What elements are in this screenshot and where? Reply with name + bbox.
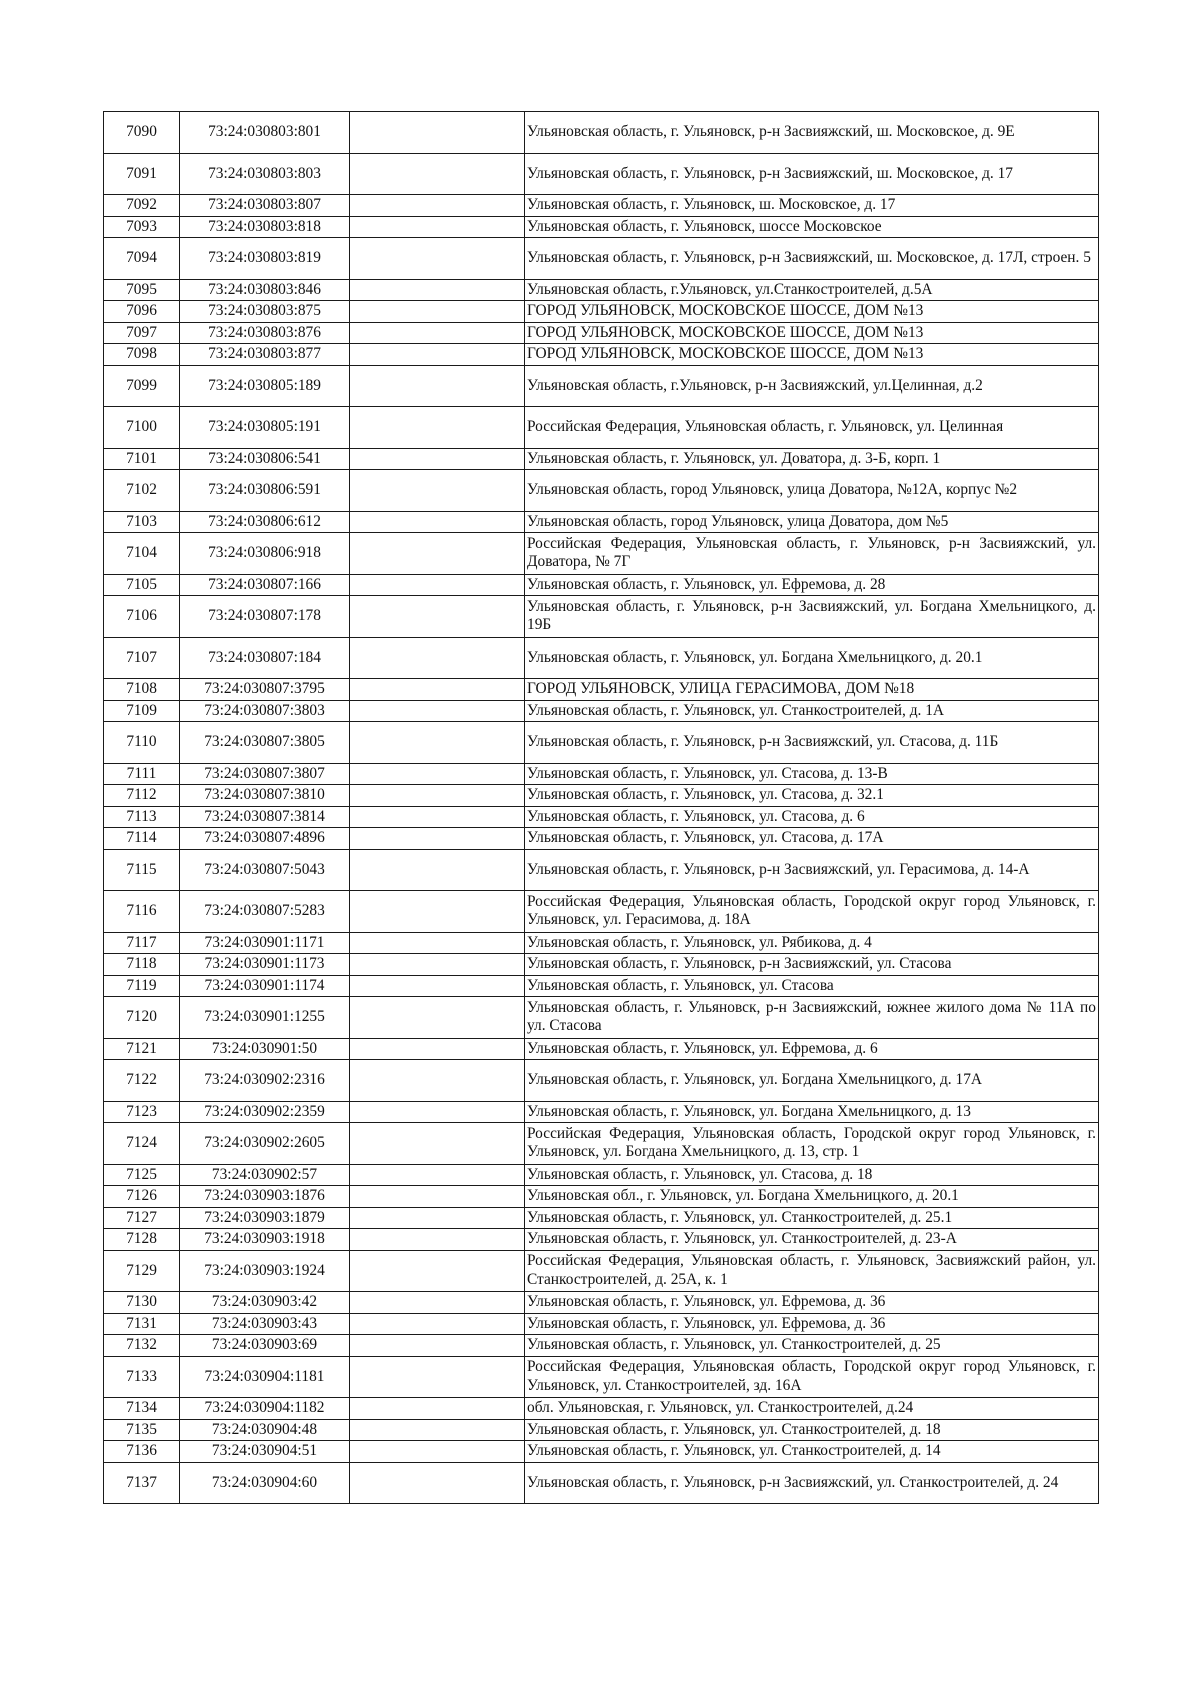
address-cell: Ульяновская область, г. Ульяновск, р-н Засвияжский, южнее жилого дома № 11А по ул. Стасова: [525, 997, 1099, 1039]
empty-cell: [350, 407, 525, 449]
empty-cell: [350, 1462, 525, 1504]
empty-cell: [350, 470, 525, 512]
row-number-cell: 7126: [104, 1186, 180, 1208]
table-row: [104, 1038, 1099, 1060]
empty-cell: [350, 301, 525, 323]
cadastral-number-cell: 73:24:030904:48: [180, 1419, 350, 1441]
address-cell: Ульяновская область, г. Ульяновск, ул. Стасова, д. 6: [525, 806, 1099, 828]
row-number-cell: 7120: [104, 997, 180, 1039]
address-cell: Российская Федерация, Ульяновская область, г. Ульяновск, р-н Засвияжский, ул. Доватора, № 7Г: [525, 533, 1099, 575]
cadastral-number-cell: 73:24:030803:807: [180, 195, 350, 217]
table-row: [104, 932, 1099, 954]
cadastral-number-cell: 73:24:030904:1181: [180, 1356, 350, 1398]
row-number-cell: 7108: [104, 679, 180, 701]
address-cell: Ульяновская область, г. Ульяновск, ш. Московское, д. 17: [525, 195, 1099, 217]
table-row: [104, 1462, 1099, 1504]
table-row: [104, 216, 1099, 238]
empty-cell: [350, 574, 525, 596]
cadastral-number-cell: 73:24:030807:3795: [180, 679, 350, 701]
empty-cell: [350, 1398, 525, 1420]
address-cell: Ульяновская область, г. Ульяновск, р-н Засвияжский, ул. Богдана Хмельницкого, д. 19Б: [525, 596, 1099, 638]
row-number-cell: 7135: [104, 1419, 180, 1441]
address-cell: обл. Ульяновская, г. Ульяновск, ул. Станкостроителей, д.24: [525, 1398, 1099, 1420]
table-row: [104, 1441, 1099, 1463]
table-row: [104, 322, 1099, 344]
address-cell: Ульяновская обл., г. Ульяновск, ул. Богдана Хмельницкого, д. 20.1: [525, 1186, 1099, 1208]
empty-cell: [350, 344, 525, 366]
table-row: [104, 1250, 1099, 1292]
row-number-cell: 7107: [104, 637, 180, 679]
row-number-cell: 7137: [104, 1462, 180, 1504]
empty-cell: [350, 975, 525, 997]
row-number-cell: 7113: [104, 806, 180, 828]
table-row: [104, 470, 1099, 512]
empty-cell: [350, 1292, 525, 1314]
empty-cell: [350, 238, 525, 280]
row-number-cell: 7128: [104, 1229, 180, 1251]
empty-cell: [350, 1250, 525, 1292]
empty-cell: [350, 153, 525, 195]
table-row: [104, 785, 1099, 807]
table-row: [104, 1419, 1099, 1441]
address-cell: Ульяновская область, город Ульяновск, улица Доватора, дом №5: [525, 511, 1099, 533]
address-cell: Российская Федерация, Ульяновская область, Городской округ город Ульяновск, г. Ульяновск, ул. Станкостроителей, зд. 16А: [525, 1356, 1099, 1398]
table-row: [104, 511, 1099, 533]
address-cell: Ульяновская область, г. Ульяновск, ул. Стасова, д. 17А: [525, 828, 1099, 850]
row-number-cell: 7093: [104, 216, 180, 238]
table-row: [104, 407, 1099, 449]
address-cell: Ульяновская область, г. Ульяновск, р-н Засвияжский, ш. Московское, д. 9Е: [525, 112, 1099, 154]
cadastral-number-cell: 73:24:030903:1876: [180, 1186, 350, 1208]
address-cell: Ульяновская область, г. Ульяновск, ул. Ефремова, д. 28: [525, 574, 1099, 596]
address-cell: Ульяновская область, г. Ульяновск, ул. Станкостроителей, д. 1А: [525, 700, 1099, 722]
empty-cell: [350, 891, 525, 933]
row-number-cell: 7117: [104, 932, 180, 954]
table-row: [104, 954, 1099, 976]
address-cell: Ульяновская область, г.Ульяновск, р-н Засвияжский, ул.Целинная, д.2: [525, 365, 1099, 407]
cadastral-number-cell: 73:24:030807:3810: [180, 785, 350, 807]
table-row: [104, 195, 1099, 217]
cadastral-number-cell: 73:24:030803:875: [180, 301, 350, 323]
row-number-cell: 7110: [104, 722, 180, 764]
row-number-cell: 7095: [104, 279, 180, 301]
empty-cell: [350, 1164, 525, 1186]
row-number-cell: 7100: [104, 407, 180, 449]
row-number-cell: 7122: [104, 1060, 180, 1102]
cadastral-number-cell: 73:24:030807:178: [180, 596, 350, 638]
row-number-cell: 7101: [104, 448, 180, 470]
cadastral-number-cell: 73:24:030902:57: [180, 1164, 350, 1186]
address-cell: Ульяновская область, г. Ульяновск, р-н Засвияжский, ул. Стасова, д. 11Б: [525, 722, 1099, 764]
address-cell: Ульяновская область, г. Ульяновск, ул. Богдана Хмельницкого, д. 20.1: [525, 637, 1099, 679]
cadastral-number-cell: 73:24:030901:1173: [180, 954, 350, 976]
cadastral-number-cell: 73:24:030901:1174: [180, 975, 350, 997]
empty-cell: [350, 596, 525, 638]
empty-cell: [350, 511, 525, 533]
address-cell: Ульяновская область, г. Ульяновск, шоссе Московское: [525, 216, 1099, 238]
table-row: [104, 1123, 1099, 1165]
address-cell: Ульяновская область, г. Ульяновск, ул. Станкостроителей, д. 23-А: [525, 1229, 1099, 1251]
row-number-cell: 7109: [104, 700, 180, 722]
registry-table: [103, 111, 1099, 1504]
address-cell: ГОРОД УЛЬЯНОВСК, МОСКОВСКОЕ ШОССЕ, ДОМ №13: [525, 344, 1099, 366]
address-cell: Ульяновская область, г. Ульяновск, ул. Станкостроителей, д. 14: [525, 1441, 1099, 1463]
table-row: [104, 1313, 1099, 1335]
row-number-cell: 7119: [104, 975, 180, 997]
table-row: [104, 596, 1099, 638]
cadastral-number-cell: 73:24:030903:1924: [180, 1250, 350, 1292]
cadastral-number-cell: 73:24:030803:818: [180, 216, 350, 238]
cadastral-number-cell: 73:24:030807:166: [180, 574, 350, 596]
address-cell: Ульяновская область, г. Ульяновск, ул. Стасова, д. 13-В: [525, 763, 1099, 785]
cadastral-number-cell: 73:24:030901:50: [180, 1038, 350, 1060]
empty-cell: [350, 954, 525, 976]
cadastral-number-cell: 73:24:030803:819: [180, 238, 350, 280]
address-cell: ГОРОД УЛЬЯНОВСК, УЛИЦА ГЕРАСИМОВА, ДОМ №18: [525, 679, 1099, 701]
empty-cell: [350, 997, 525, 1039]
table-row: [104, 1398, 1099, 1420]
empty-cell: [350, 763, 525, 785]
row-number-cell: 7098: [104, 344, 180, 366]
cadastral-number-cell: 73:24:030803:801: [180, 112, 350, 154]
row-number-cell: 7131: [104, 1313, 180, 1335]
empty-cell: [350, 533, 525, 575]
cadastral-number-cell: 73:24:030903:69: [180, 1335, 350, 1357]
cadastral-number-cell: 73:24:030902:2359: [180, 1101, 350, 1123]
row-number-cell: 7097: [104, 322, 180, 344]
empty-cell: [350, 365, 525, 407]
registry-table-body: [104, 112, 1099, 1504]
table-row: [104, 533, 1099, 575]
row-number-cell: 7124: [104, 1123, 180, 1165]
address-cell: Ульяновская область, г. Ульяновск, ул. Стасова: [525, 975, 1099, 997]
table-row: [104, 849, 1099, 891]
row-number-cell: 7133: [104, 1356, 180, 1398]
address-cell: Ульяновская область, г. Ульяновск, р-н Засвияжский, ул. Станкостроителей, д. 24: [525, 1462, 1099, 1504]
table-row: [104, 1229, 1099, 1251]
empty-cell: [350, 448, 525, 470]
address-cell: Российская Федерация, Ульяновская область, Городской округ город Ульяновск, г. Ульяновск, ул. Герасимова, д. 18А: [525, 891, 1099, 933]
table-row: [104, 637, 1099, 679]
table-row: [104, 975, 1099, 997]
cadastral-number-cell: 73:24:030807:184: [180, 637, 350, 679]
cadastral-number-cell: 73:24:030807:3814: [180, 806, 350, 828]
empty-cell: [350, 637, 525, 679]
table-row: [104, 448, 1099, 470]
empty-cell: [350, 828, 525, 850]
empty-cell: [350, 1229, 525, 1251]
table-row: [104, 1356, 1099, 1398]
address-cell: Российская Федерация, Ульяновская область, г. Ульяновск, Засвияжский район, ул. Станкостроителей, д. 25А, к. 1: [525, 1250, 1099, 1292]
table-row: [104, 574, 1099, 596]
address-cell: Ульяновская область, г. Ульяновск, ул. Ефремова, д. 36: [525, 1313, 1099, 1335]
table-row: [104, 679, 1099, 701]
row-number-cell: 7105: [104, 574, 180, 596]
empty-cell: [350, 1060, 525, 1102]
cadastral-number-cell: 73:24:030904:51: [180, 1441, 350, 1463]
address-cell: Ульяновская область, г. Ульяновск, ул. Стасова, д. 32.1: [525, 785, 1099, 807]
empty-cell: [350, 1441, 525, 1463]
row-number-cell: 7104: [104, 533, 180, 575]
cadastral-number-cell: 73:24:030903:42: [180, 1292, 350, 1314]
cadastral-number-cell: 73:24:030904:1182: [180, 1398, 350, 1420]
empty-cell: [350, 785, 525, 807]
address-cell: Ульяновская область, г. Ульяновск, ул. Ефремова, д. 36: [525, 1292, 1099, 1314]
cadastral-number-cell: 73:24:030803:876: [180, 322, 350, 344]
empty-cell: [350, 195, 525, 217]
address-cell: Ульяновская область, г. Ульяновск, ул. Ефремова, д. 6: [525, 1038, 1099, 1060]
row-number-cell: 7130: [104, 1292, 180, 1314]
row-number-cell: 7112: [104, 785, 180, 807]
row-number-cell: 7114: [104, 828, 180, 850]
table-row: [104, 1101, 1099, 1123]
row-number-cell: 7094: [104, 238, 180, 280]
empty-cell: [350, 722, 525, 764]
address-cell: Ульяновская область, г. Ульяновск, р-н Засвияжский, ш. Московское, д. 17: [525, 153, 1099, 195]
row-number-cell: 7116: [104, 891, 180, 933]
row-number-cell: 7102: [104, 470, 180, 512]
cadastral-number-cell: 73:24:030903:1879: [180, 1207, 350, 1229]
empty-cell: [350, 1207, 525, 1229]
row-number-cell: 7134: [104, 1398, 180, 1420]
cadastral-number-cell: 73:24:030805:191: [180, 407, 350, 449]
cadastral-number-cell: 73:24:030807:4896: [180, 828, 350, 850]
row-number-cell: 7125: [104, 1164, 180, 1186]
empty-cell: [350, 1335, 525, 1357]
cadastral-number-cell: 73:24:030807:3807: [180, 763, 350, 785]
address-cell: Ульяновская область, г. Ульяновск, р-н Засвияжский, ул. Герасимова, д. 14-А: [525, 849, 1099, 891]
address-cell: Ульяновская область, г. Ульяновск, р-н Засвияжский, ул. Стасова: [525, 954, 1099, 976]
empty-cell: [350, 1101, 525, 1123]
row-number-cell: 7118: [104, 954, 180, 976]
empty-cell: [350, 322, 525, 344]
empty-cell: [350, 849, 525, 891]
table-row: [104, 153, 1099, 195]
empty-cell: [350, 1038, 525, 1060]
empty-cell: [350, 679, 525, 701]
table-row: [104, 1292, 1099, 1314]
cadastral-number-cell: 73:24:030803:877: [180, 344, 350, 366]
row-number-cell: 7136: [104, 1441, 180, 1463]
cadastral-number-cell: 73:24:030902:2605: [180, 1123, 350, 1165]
table-row: [104, 365, 1099, 407]
cadastral-number-cell: 73:24:030901:1255: [180, 997, 350, 1039]
address-cell: ГОРОД УЛЬЯНОВСК, МОСКОВСКОЕ ШОССЕ, ДОМ №13: [525, 322, 1099, 344]
cadastral-number-cell: 73:24:030807:5043: [180, 849, 350, 891]
row-number-cell: 7096: [104, 301, 180, 323]
address-cell: Ульяновская область, г. Ульяновск, ул. Станкостроителей, д. 25.1: [525, 1207, 1099, 1229]
cadastral-number-cell: 73:24:030805:189: [180, 365, 350, 407]
row-number-cell: 7121: [104, 1038, 180, 1060]
table-row: [104, 828, 1099, 850]
table-row: [104, 279, 1099, 301]
table-row: [104, 700, 1099, 722]
address-cell: Ульяновская область, г. Ульяновск, ул. Рябикова, д. 4: [525, 932, 1099, 954]
table-row: [104, 238, 1099, 280]
row-number-cell: 7091: [104, 153, 180, 195]
empty-cell: [350, 806, 525, 828]
table-row: [104, 112, 1099, 154]
cadastral-number-cell: 73:24:030807:3805: [180, 722, 350, 764]
row-number-cell: 7129: [104, 1250, 180, 1292]
table-row: [104, 1060, 1099, 1102]
address-cell: Ульяновская область, г. Ульяновск, ул. Богдана Хмельницкого, д. 13: [525, 1101, 1099, 1123]
table-row: [104, 891, 1099, 933]
cadastral-number-cell: 73:24:030803:803: [180, 153, 350, 195]
cadastral-number-cell: 73:24:030902:2316: [180, 1060, 350, 1102]
row-number-cell: 7123: [104, 1101, 180, 1123]
row-number-cell: 7132: [104, 1335, 180, 1357]
row-number-cell: 7127: [104, 1207, 180, 1229]
empty-cell: [350, 932, 525, 954]
table-row: [104, 997, 1099, 1039]
empty-cell: [350, 279, 525, 301]
table-row: [104, 722, 1099, 764]
cadastral-number-cell: 73:24:030901:1171: [180, 932, 350, 954]
table-row: [104, 301, 1099, 323]
empty-cell: [350, 1419, 525, 1441]
table-row: [104, 763, 1099, 785]
address-cell: Ульяновская область, г.Ульяновск, ул.Станкостроителей, д.5А: [525, 279, 1099, 301]
row-number-cell: 7092: [104, 195, 180, 217]
cadastral-number-cell: 73:24:030803:846: [180, 279, 350, 301]
cadastral-number-cell: 73:24:030807:3803: [180, 700, 350, 722]
cadastral-number-cell: 73:24:030806:591: [180, 470, 350, 512]
row-number-cell: 7111: [104, 763, 180, 785]
table-row: [104, 344, 1099, 366]
cadastral-number-cell: 73:24:030904:60: [180, 1462, 350, 1504]
cadastral-number-cell: 73:24:030807:5283: [180, 891, 350, 933]
address-cell: Ульяновская область, г. Ульяновск, р-н Засвияжский, ш. Московское, д. 17Л, строен. 5: [525, 238, 1099, 280]
address-cell: Ульяновская область, г. Ульяновск, ул. Станкостроителей, д. 18: [525, 1419, 1099, 1441]
row-number-cell: 7106: [104, 596, 180, 638]
empty-cell: [350, 700, 525, 722]
cadastral-number-cell: 73:24:030903:43: [180, 1313, 350, 1335]
cadastral-number-cell: 73:24:030903:1918: [180, 1229, 350, 1251]
empty-cell: [350, 1186, 525, 1208]
address-cell: Российская Федерация, Ульяновская область, Городской округ город Ульяновск, г. Ульяновск, ул. Богдана Хмельницкого, д. 13, стр. 1: [525, 1123, 1099, 1165]
empty-cell: [350, 1356, 525, 1398]
address-cell: Ульяновская область, г. Ульяновск, ул. Богдана Хмельницкого, д. 17А: [525, 1060, 1099, 1102]
address-cell: Ульяновская область, г. Ульяновск, ул. Станкостроителей, д. 25: [525, 1335, 1099, 1357]
table-row: [104, 1335, 1099, 1357]
empty-cell: [350, 1123, 525, 1165]
address-cell: Ульяновская область, г. Ульяновск, ул. Стасова, д. 18: [525, 1164, 1099, 1186]
row-number-cell: 7103: [104, 511, 180, 533]
cadastral-number-cell: 73:24:030806:918: [180, 533, 350, 575]
table-row: [104, 1164, 1099, 1186]
address-cell: Ульяновская область, г. Ульяновск, ул. Доватора, д. 3-Б, корп. 1: [525, 448, 1099, 470]
table-row: [104, 806, 1099, 828]
table-row: [104, 1207, 1099, 1229]
row-number-cell: 7115: [104, 849, 180, 891]
cadastral-number-cell: 73:24:030806:612: [180, 511, 350, 533]
address-cell: ГОРОД УЛЬЯНОВСК, МОСКОВСКОЕ ШОССЕ, ДОМ №13: [525, 301, 1099, 323]
row-number-cell: 7099: [104, 365, 180, 407]
table-row: [104, 1186, 1099, 1208]
address-cell: Российская Федерация, Ульяновская область, г. Ульяновск, ул. Целинная: [525, 407, 1099, 449]
address-cell: Ульяновская область, город Ульяновск, улица Доватора, №12А, корпус №2: [525, 470, 1099, 512]
empty-cell: [350, 112, 525, 154]
row-number-cell: 7090: [104, 112, 180, 154]
empty-cell: [350, 216, 525, 238]
cadastral-number-cell: 73:24:030806:541: [180, 448, 350, 470]
empty-cell: [350, 1313, 525, 1335]
